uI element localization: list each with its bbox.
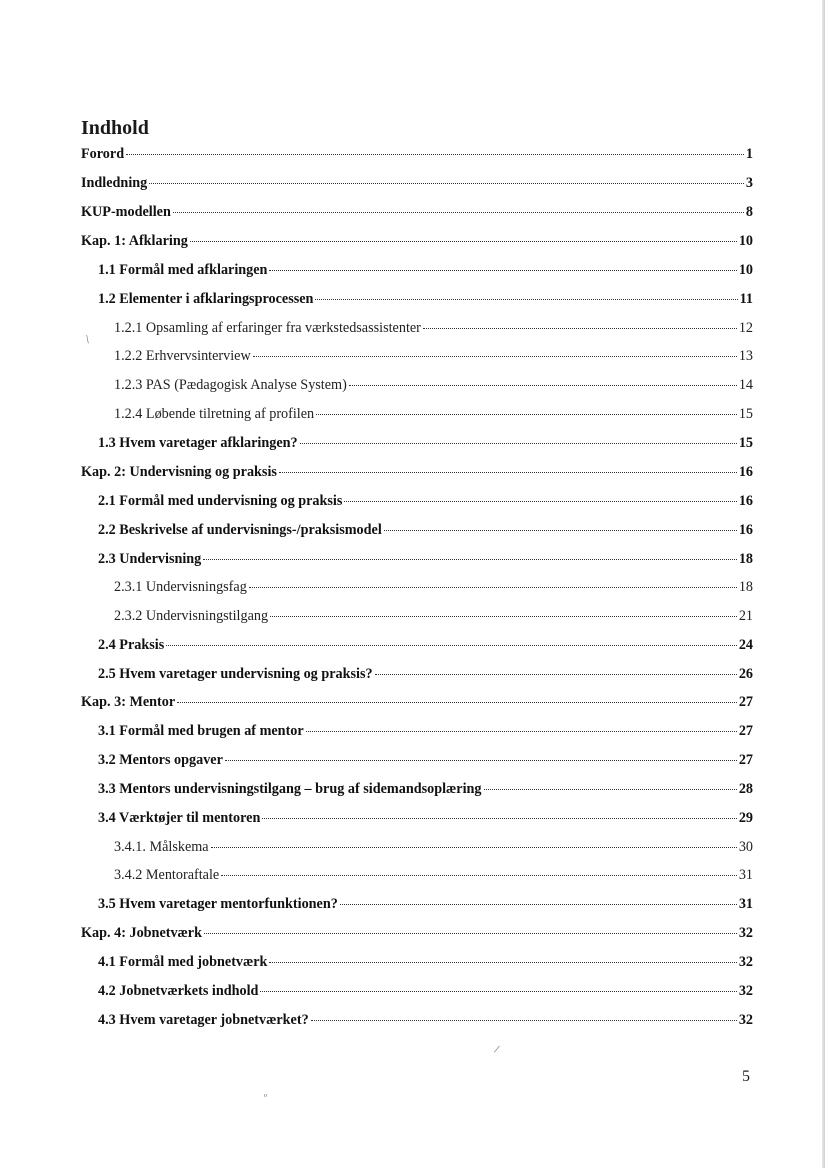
toc-entry-page: 10 [738,262,753,278]
toc-entry[interactable] [98,895,753,913]
toc-entry[interactable] [98,751,753,769]
toc-entry-label: 1.2.1 Opsamling af erfaringer fra værkstedsassistenter [114,320,421,336]
toc-entry-label: Indledning [81,175,148,191]
toc-entry[interactable] [98,492,753,510]
dot-leader [311,1020,737,1021]
toc-entry-page: 31 [738,896,753,912]
toc-entry-page: 32 [738,983,753,999]
dot-leader [316,414,737,415]
toc-entry-label: 2.3.1 Undervisningsfag [114,579,247,595]
dot-leader [344,501,736,502]
toc-entry-page: 30 [738,839,753,855]
toc-entry-label: 2.5 Hvem varetager undervisning og praksis? [98,666,373,682]
toc-entry[interactable] [81,232,753,250]
toc-entry-label: Kap. 1: Afklaring [81,233,188,249]
toc-entry-page: 16 [738,493,753,509]
toc-entry-label: 2.4 Praksis [98,637,165,653]
toc-entry-page: 15 [738,435,753,451]
toc-entry-label: 3.2 Mentors opgaver [98,752,223,768]
pen-mark: ₒ [264,1088,267,1099]
toc-entry-page: 18 [738,551,753,567]
dot-leader [211,847,737,848]
toc-entry[interactable] [114,319,753,337]
toc-entry[interactable] [98,290,753,308]
toc-entry[interactable] [114,578,753,596]
toc-entry-label: 2.3 Undervisning [98,551,202,567]
toc-entry[interactable] [114,405,753,423]
toc-heading: Indhold [81,117,149,139]
dot-leader [177,702,737,703]
toc-entry-label: 1.2.3 PAS (Pædagogisk Analyse System) [114,377,347,393]
toc-entry[interactable] [98,1011,753,1029]
dot-leader [306,731,737,732]
toc-entry[interactable] [98,722,753,740]
toc-entry-label: 4.1 Formål med jobnetværk [98,954,268,970]
toc-entry-page: 8 [745,204,753,220]
toc-entry[interactable] [81,174,753,192]
toc-entry-label: Kap. 4: Jobnetværk [81,925,202,941]
dot-leader [203,559,737,560]
toc-entry[interactable] [98,261,753,279]
dot-leader [221,875,737,876]
toc-entry-label: Kap. 3: Mentor [81,694,176,710]
toc-entry[interactable] [98,434,753,452]
toc-entry-page: 1 [745,146,753,162]
toc-entry-label: Kap. 2: Undervisning og praksis [81,464,277,480]
toc-entry[interactable] [98,953,753,971]
toc-entry-page: 18 [738,579,753,595]
toc-entry-page: 32 [738,925,753,941]
toc-entry-page: 28 [738,781,753,797]
toc-entry-page: 21 [738,608,753,624]
dot-leader [300,443,737,444]
toc-entry-page: 27 [738,723,753,739]
toc-entry[interactable] [114,607,753,625]
toc-entry-label: 3.1 Formål med brugen af mentor [98,723,304,739]
toc-entry[interactable] [81,463,753,481]
toc-entry-label: 1.2 Elementer i afklaringsprocessen [98,291,314,307]
toc-entry-page: 32 [738,1012,753,1028]
toc-entry-label: 3.4 Værktøjer til mentoren [98,810,261,826]
toc-entry[interactable] [81,203,753,221]
dot-leader [315,299,737,300]
dot-leader [279,472,737,473]
toc-entry[interactable] [98,665,753,683]
toc-entry-label: 2.2 Beskrivelse af undervisnings-/praksismodel [98,522,382,538]
toc-entry-label: KUP-modellen [81,204,171,220]
dot-leader [149,183,744,184]
toc-entry-page: 27 [738,752,753,768]
toc-entry[interactable] [98,636,753,654]
toc-entry-label: 3.4.2 Mentoraftale [114,867,220,883]
toc-entry-page: 11 [739,291,753,307]
toc-entry-page: 24 [738,637,753,653]
toc-entry[interactable] [81,924,753,942]
toc-entry-label: 1.2.4 Løbende tilretning af profilen [114,406,315,422]
toc-entry-page: 16 [738,464,753,480]
toc-entry[interactable] [98,780,753,798]
toc-entry-page: 29 [738,810,753,826]
toc-entry-label: 3.5 Hvem varetager mentorfunktionen? [98,896,338,912]
toc-entry-label: 4.3 Hvem varetager jobnetværket? [98,1012,309,1028]
dot-leader [260,991,736,992]
toc-entry-page: 16 [738,522,753,538]
toc-entry-page: 26 [738,666,753,682]
toc-entry[interactable] [98,982,753,1000]
dot-leader [349,385,737,386]
page-number: 5 [742,1068,750,1085]
toc-entry[interactable] [114,866,753,884]
toc-entry-label: 3.3 Mentors undervisningstilgang – brug af sidemandsoplæring [98,781,482,797]
dot-leader [375,674,737,675]
toc-entry-label: 1.2.2 Erhvervsinterview [114,348,251,364]
dot-leader [126,154,744,155]
dot-leader [340,904,737,905]
toc-entry-label: 3.4.1. Målskema [114,839,209,855]
dot-leader [423,328,737,329]
toc-entry-page: 32 [738,954,753,970]
pen-mark: / [492,1041,501,1057]
dot-leader [384,530,737,531]
toc-entry-label: 2.1 Formål med undervisning og praksis [98,493,343,509]
toc-entry-page: 31 [738,867,753,883]
dot-leader [262,818,736,819]
dot-leader [190,241,737,242]
dot-leader [249,587,737,588]
dot-leader [225,760,737,761]
toc-entry[interactable] [114,838,753,856]
toc-entry-page: 10 [738,233,753,249]
toc-entry-page: 27 [738,694,753,710]
toc-entry[interactable] [81,693,753,711]
toc-entry-page: 3 [745,175,753,191]
toc-entry-label: 2.3.2 Undervisningstilgang [114,608,269,624]
toc-entry-page: 15 [738,406,753,422]
toc-entry-label: Forord [81,146,125,162]
toc-entry[interactable] [114,376,753,394]
dot-leader [253,356,737,357]
dot-leader [270,616,737,617]
toc-entry-page: 12 [738,320,753,336]
toc-entry[interactable] [98,809,753,827]
dot-leader [204,933,737,934]
toc-entry-label: 4.2 Jobnetværkets indhold [98,983,259,999]
toc-entry-page: 13 [738,348,753,364]
dot-leader [173,212,744,213]
toc-entry[interactable] [98,550,753,568]
toc-entry-label: 1.3 Hvem varetager afklaringen? [98,435,298,451]
toc-entry-label: 1.1 Formål med afklaringen [98,262,268,278]
pen-mark: / [82,332,93,346]
toc-entry[interactable] [81,145,753,163]
toc-entry-page: 14 [738,377,753,393]
dot-leader [269,270,736,271]
dot-leader [269,962,736,963]
dot-leader [166,645,737,646]
dot-leader [484,789,737,790]
toc-entry[interactable] [114,347,753,365]
toc-entry[interactable] [98,521,753,539]
